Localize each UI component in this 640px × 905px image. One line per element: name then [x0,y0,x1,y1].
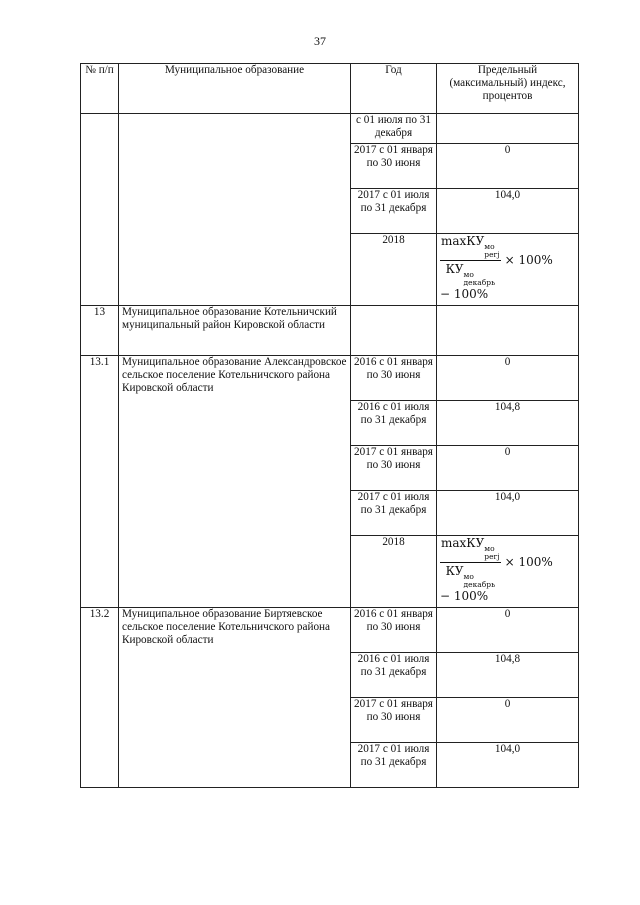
header-year: Год [351,64,437,114]
index-cell: 104,8 [437,653,579,698]
num-cell: 13.1 [81,356,119,608]
tariff-index-table [80,63,579,788]
formula-fraction: maxКУ мо регj КУ мо декабрь [441,536,500,589]
name-cell [119,114,351,306]
num-cell [81,114,119,306]
index-cell: 0 [437,356,579,401]
year-cell: 2016 с 01 июля по 31 декабря [351,653,437,698]
index-cell: 0 [437,446,579,491]
year-cell: с 01 июля по 31 декабря [351,114,437,144]
name-cell: Муниципальное образование Александровское сельское поселение Котельничского района Кировской области [119,356,351,608]
year-cell: 2016 с 01 июля по 31 декабря [351,401,437,446]
year-cell: 2018 [351,536,437,608]
header-name: Муниципальное образование [119,64,351,114]
index-formula: maxКУ мо регj КУ мо декабрь × 100% − 100% [437,536,579,608]
index-formula: maxКУ мо регj КУ мо декабрь × 100% − 100% [437,234,579,306]
year-cell: 2017 с 01 января по 30 июня [351,446,437,491]
year-cell: 2017 с 01 июля по 31 декабря [351,491,437,536]
section-num: 13 [81,306,119,356]
year-cell: 2016 с 01 января по 30 июня [351,608,437,653]
section-row [81,306,579,356]
table-row [81,608,579,653]
index-cell: 104,0 [437,189,579,234]
num-cell: 13.2 [81,608,119,788]
header-index: Предельный (максимальный) индекс, процентов [437,64,579,114]
header-num: № п/п [81,64,119,114]
index-cell [437,114,579,144]
table-row [81,356,579,401]
index-cell: 104,0 [437,743,579,788]
index-cell: 104,0 [437,491,579,536]
year-cell: 2017 с 01 января по 30 июня [351,144,437,189]
table-header-row [81,64,579,114]
year-cell: 2018 [351,234,437,306]
year-cell: 2017 с 01 июля по 31 декабря [351,743,437,788]
name-cell: Муниципальное образование Биртяевское сельское поселение Котельничского района Кировской области [119,608,351,788]
year-cell: 2016 с 01 января по 30 июня [351,356,437,401]
index-cell: 0 [437,608,579,653]
section-name: Муниципальное образование Котельничский муниципальный район Кировской области [119,306,351,356]
index-cell: 0 [437,698,579,743]
year-cell: 2017 с 01 июля по 31 декабря [351,189,437,234]
index-cell: 0 [437,144,579,189]
formula-fraction: maxКУ мо регj КУ мо декабрь [441,234,500,287]
page-number: 37 [314,34,326,48]
index-cell: 104,8 [437,401,579,446]
table-row [81,114,579,144]
year-cell: 2017 с 01 января по 30 июня [351,698,437,743]
